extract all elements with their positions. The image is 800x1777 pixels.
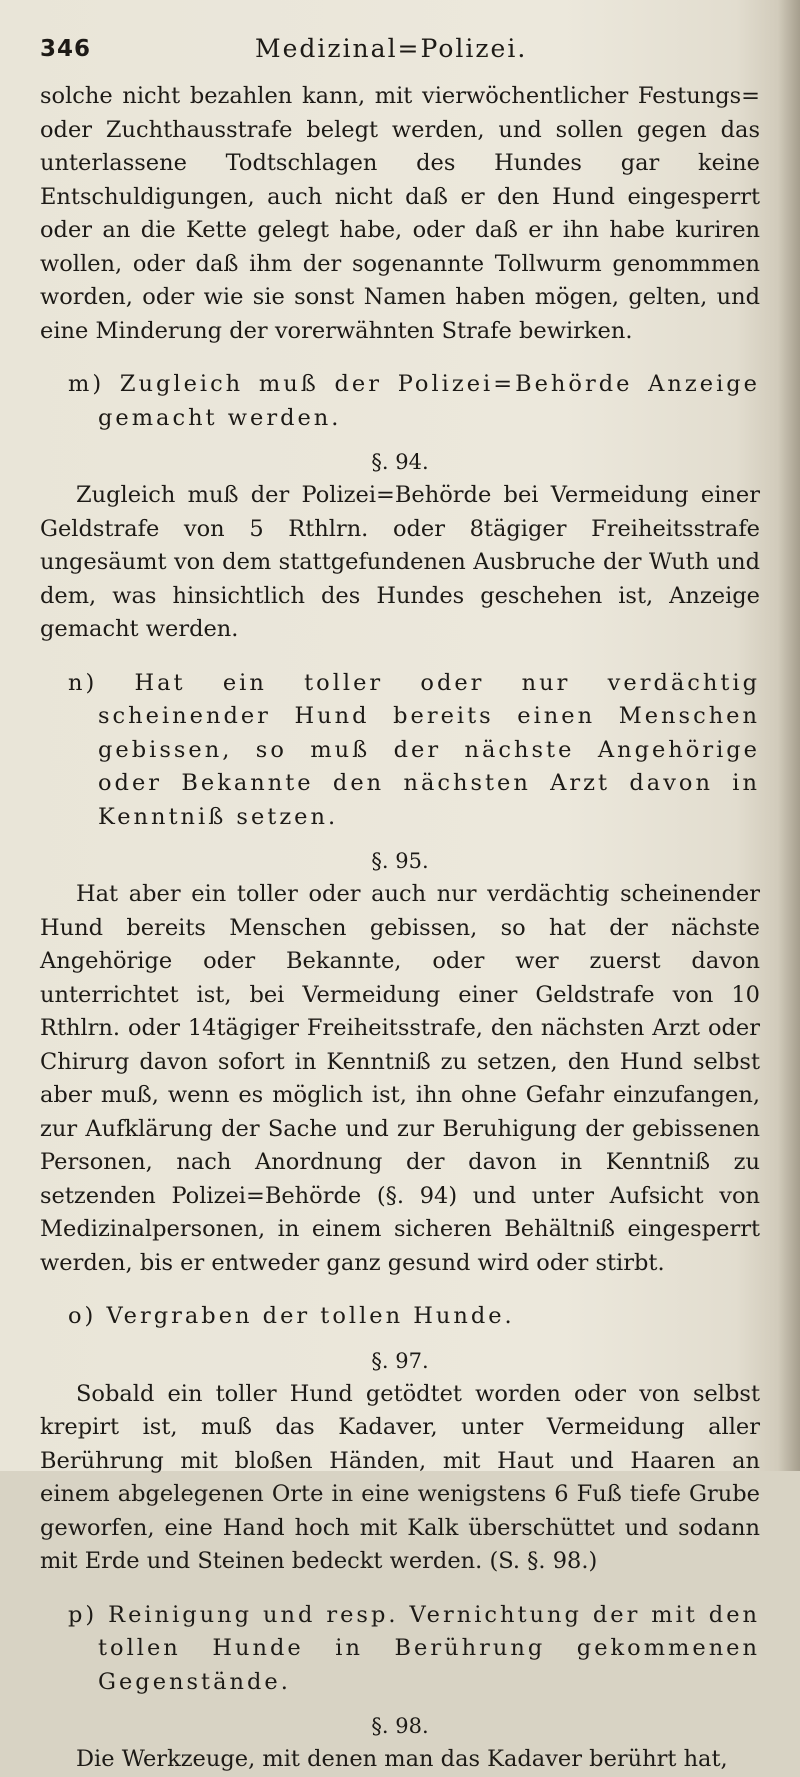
section-number: §. 95. [371, 849, 429, 873]
page-header [40, 36, 760, 80]
running-head: Medizinal=Polizei. [255, 34, 528, 63]
section-number: §. 94. [371, 450, 429, 474]
section-number: §. 98. [371, 1714, 429, 1738]
subsection-heading: n) Hat ein toller oder nur verdächtig scheinender Hund bereits einen Menschen gebissen, so muß der nächste Angehörige oder Bekannte den nächsten Arzt davon in Kenntniß setzen. [68, 669, 760, 830]
paragraph-gap [40, 1579, 760, 1599]
body-paragraph: Sobald ein toller Hund getödtet worden oder von selbst krepirt ist, muß das Kadaver, unter Vermeidung aller Berührung mit bloßen Händen, mit Haut und Haaren an einem abgelegenen Orte in eine wenigstens 6 Fuß tiefe Grube geworfen, eine Hand hoch mit Kalk überschüttet und sodann mit Erde und Steinen bedeckt werden. (S. §. 98.) [40, 1380, 760, 1574]
paragraph-gap [40, 1280, 760, 1300]
section-number: §. 97. [371, 1348, 429, 1373]
paragraph-gap [40, 647, 760, 667]
subsection-heading: o) Vergraben der tollen Hunde. [68, 1303, 515, 1329]
subsection-heading: m) Zugleich muß der Polizei=Behörde Anzeige gemacht werden. [68, 371, 760, 431]
body-paragraph: Die Werkzeuge, mit denen man das Kadaver berührt hat, [76, 1746, 728, 1772]
paragraph-gap [40, 348, 760, 368]
body-text [40, 80, 760, 1777]
body-paragraph: Hat aber ein toller oder auch nur verdächtig scheinender Hund bereits Menschen gebissen, so hat der nächste Angehörige oder Bekannte, oder wer zuerst davon unterrichtet ist, bei Vermeidung einer Geldstrafe von 10 Rthlrn. oder 14tägiger Freiheitsstrafe, den nächsten Arzt oder Chirurg davon sofort in Kenntniß zu setzen, den Hund selbst aber muß, wenn es möglich ist, ihn ohne Gefahr einzufangen, zur Aufklärung der Sache und zur Beruhigung der gebissenen Personen, nach Anordnung der davon in Kenntniß zu setzenden Polizei=Behörde (§. 94) und unter Aufsicht von Medizinalpersonen, in einem sicheren Behältniß eingesperrt werden, bis er entweder ganz gesund wird oder stirbt. [40, 881, 760, 1276]
page-number: 346 [40, 36, 92, 62]
body-paragraph: Zugleich muß der Polizei=Behörde bei Vermeidung einer Geldstrafe von 5 Rthlrn. oder 8tägiger Freiheitsstrafe ungesäumt von dem stattgefundenen Ausbruche der Wuth und dem, was hinsichtlich des Hundes geschehen ist, Anzeige gemacht werden. [40, 482, 760, 642]
page-edge-shadow [778, 0, 800, 1471]
body-paragraph: solche nicht bezahlen kann, mit vierwöchentlicher Festungs= oder Zuchthausstrafe belegt werden, und sollen gegen das unterlassene Todtschlagen des Hundes gar keine Entschuldigungen, auch nicht daß er den Hund eingesperrt oder an die Kette gelegt habe, oder daß er ihn habe kuriren wollen, oder daß ihm der sogenannte Tollwurm genommmen worden, oder wie sie sonst Namen haben mögen, gelten, und eine Minderung der vorerwähnten Strafe bewirken. [40, 83, 760, 344]
subsection-heading: p) Reinigung und resp. Vernichtung der mit den tollen Hunde in Berührung gekommenen Gegenstände. [68, 1601, 760, 1695]
